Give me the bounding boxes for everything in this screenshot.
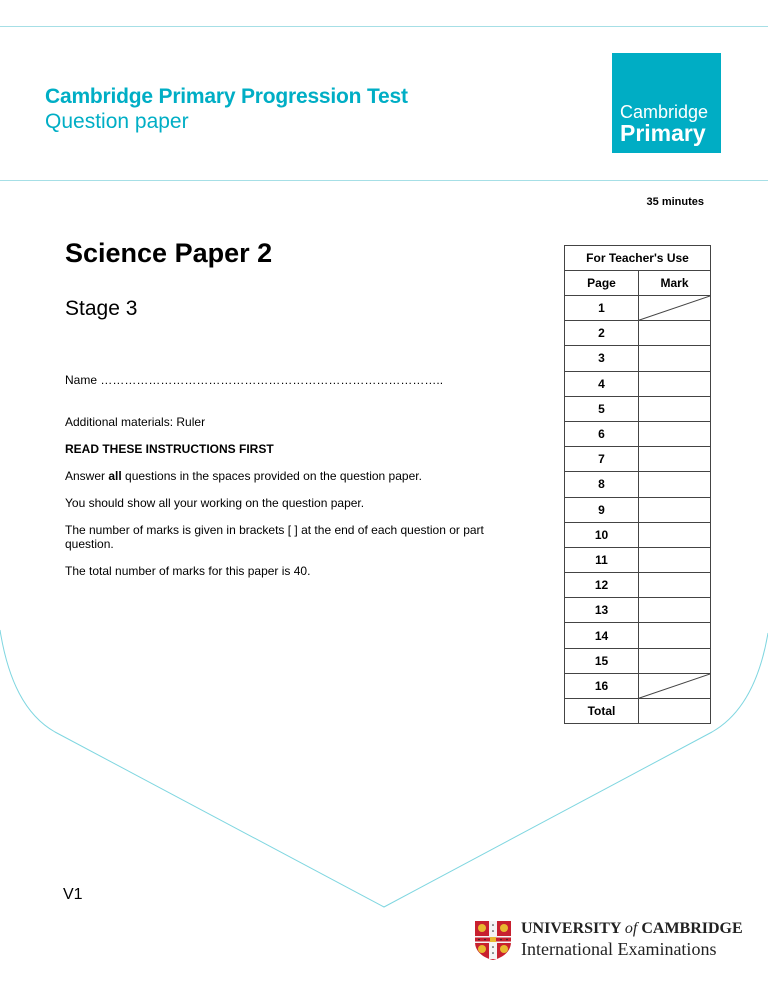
- university-name: [521, 920, 743, 938]
- instructions-heading: READ THESE INSTRUCTIONS FIRST: [65, 442, 274, 456]
- mark-cell[interactable]: [639, 598, 711, 623]
- mark-cell[interactable]: [639, 497, 711, 522]
- additional-materials: Additional materials: Ruler: [65, 415, 206, 429]
- mark-cell[interactable]: [639, 648, 711, 673]
- duration: 35 minutes: [646, 196, 704, 208]
- instruction-1-post: questions in the spaces provided on the question paper.: [121, 469, 422, 483]
- table-row: [565, 472, 711, 497]
- page-number: 2: [565, 321, 639, 346]
- document-type: Question paper: [45, 110, 189, 133]
- logo-line1: Cambridge: [620, 102, 709, 122]
- page-number: 11: [565, 547, 639, 572]
- mark-cell[interactable]: [639, 396, 711, 421]
- table-row: [565, 648, 711, 673]
- table-row: [565, 623, 711, 648]
- cambridge-primary-logo: [612, 53, 721, 153]
- page-number: 13: [565, 598, 639, 623]
- logo-line2: Primary: [620, 120, 706, 146]
- table-row: [565, 396, 711, 421]
- page-number: 1: [565, 296, 639, 321]
- table-row: [565, 522, 711, 547]
- name-dots: …………………………………………………………………………..: [100, 373, 444, 387]
- table-row: [565, 296, 711, 321]
- series-title: Cambridge Primary Progression Test: [45, 85, 408, 108]
- mark-cell[interactable]: [639, 346, 711, 371]
- table-row: [565, 321, 711, 346]
- col-header-mark: Mark: [639, 271, 711, 296]
- mark-cell[interactable]: [639, 472, 711, 497]
- stage-label: Stage 3: [65, 297, 138, 320]
- table-row: [565, 598, 711, 623]
- table-title: For Teacher's Use: [565, 246, 711, 271]
- header-rule: [0, 180, 768, 181]
- instruction-4: The total number of marks for this paper is 40.: [65, 564, 311, 578]
- page-number: 5: [565, 396, 639, 421]
- page-number: 7: [565, 447, 639, 472]
- page-number: 16: [565, 673, 639, 698]
- table-row: [565, 447, 711, 472]
- mark-cell[interactable]: [639, 623, 711, 648]
- page-number: 12: [565, 573, 639, 598]
- table-row-total: [565, 699, 711, 724]
- name-label: Name: [65, 373, 98, 387]
- table-row: [565, 573, 711, 598]
- page-number: 15: [565, 648, 639, 673]
- mark-cell[interactable]: [639, 371, 711, 396]
- mark-cell[interactable]: [639, 573, 711, 598]
- instruction-2: You should show all your working on the question paper.: [65, 496, 365, 510]
- of-word: of: [624, 920, 638, 937]
- page-number: 8: [565, 472, 639, 497]
- page-number: 9: [565, 497, 639, 522]
- table-row: [565, 346, 711, 371]
- page-number: 3: [565, 346, 639, 371]
- instruction-1: [65, 469, 485, 483]
- page-number: 6: [565, 421, 639, 446]
- table-row: [565, 421, 711, 446]
- page-number: 10: [565, 522, 639, 547]
- mark-cell[interactable]: [639, 321, 711, 346]
- table-row: [565, 673, 711, 698]
- instruction-1-bold: all: [108, 469, 122, 483]
- mark-cell-crossed: [639, 673, 711, 698]
- mark-cell-crossed: [639, 296, 711, 321]
- mark-cell[interactable]: [639, 447, 711, 472]
- total-label: Total: [565, 699, 639, 724]
- paper-title: Science Paper 2: [65, 238, 273, 268]
- university-word: UNIVERSITY: [521, 920, 621, 937]
- cambridge-word: CAMBRIDGE: [641, 920, 743, 937]
- teachers-use-table: [564, 245, 711, 724]
- total-mark-cell[interactable]: [639, 699, 711, 724]
- instruction-1-pre: Answer: [65, 469, 109, 483]
- mark-cell[interactable]: [639, 522, 711, 547]
- instruction-3: The number of marks is given in brackets [ ] at the end of each question or part question.: [65, 523, 484, 551]
- table-row: [565, 497, 711, 522]
- table-row: [565, 371, 711, 396]
- international-examinations: International Examinations: [521, 939, 717, 959]
- page-number: 4: [565, 371, 639, 396]
- name-field[interactable]: [65, 373, 443, 387]
- col-header-page: Page: [565, 271, 639, 296]
- mark-cell[interactable]: [639, 421, 711, 446]
- version-label: V1: [63, 886, 83, 903]
- cambridge-crest-icon: [474, 920, 512, 960]
- mark-cell[interactable]: [639, 547, 711, 572]
- table-row: [565, 547, 711, 572]
- page-number: 14: [565, 623, 639, 648]
- top-rule: [0, 26, 768, 27]
